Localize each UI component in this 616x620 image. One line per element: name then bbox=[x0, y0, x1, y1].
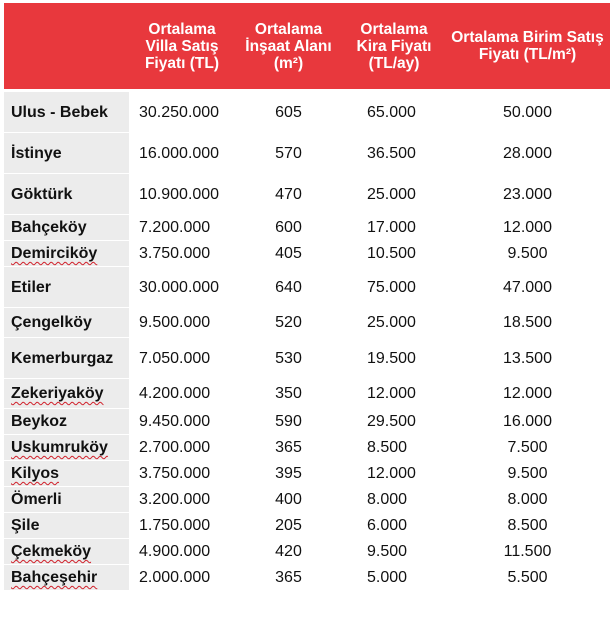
row-name: Etiler bbox=[4, 267, 130, 308]
row-price: 3.750.000 bbox=[130, 241, 234, 267]
row-name: Ömerli bbox=[4, 487, 130, 513]
row-name: Çengelköy bbox=[4, 308, 130, 338]
row-unit-price: 50.000 bbox=[445, 91, 610, 133]
row-area: 365 bbox=[234, 435, 343, 461]
table-header-row bbox=[4, 3, 610, 91]
row-area: 640 bbox=[234, 267, 343, 308]
table-row bbox=[4, 435, 610, 461]
row-unit-price: 7.500 bbox=[445, 435, 610, 461]
table-row bbox=[4, 133, 610, 174]
row-rent: 75.000 bbox=[343, 267, 445, 308]
row-name-text: Zekeriyaköy bbox=[11, 385, 104, 402]
row-rent: 12.000 bbox=[343, 379, 445, 409]
row-rent: 5.000 bbox=[343, 565, 445, 591]
row-area: 350 bbox=[234, 379, 343, 409]
row-price: 16.000.000 bbox=[130, 133, 234, 174]
row-name: Bahçeköy bbox=[4, 215, 130, 241]
table-row bbox=[4, 91, 610, 133]
row-price: 3.200.000 bbox=[130, 487, 234, 513]
row-area: 420 bbox=[234, 539, 343, 565]
row-unit-price: 28.000 bbox=[445, 133, 610, 174]
row-name bbox=[4, 241, 130, 267]
row-unit-price: 9.500 bbox=[445, 241, 610, 267]
row-name-text: Kilyos bbox=[11, 465, 60, 482]
table-row bbox=[4, 513, 610, 539]
row-name bbox=[4, 435, 130, 461]
header-unit-price: Ortalama Birim Satış Fiyatı (TL/m²) bbox=[445, 3, 610, 91]
row-price: 4.900.000 bbox=[130, 539, 234, 565]
row-rent: 25.000 bbox=[343, 174, 445, 215]
table-row bbox=[4, 267, 610, 308]
row-area: 470 bbox=[234, 174, 343, 215]
row-name: Göktürk bbox=[4, 174, 130, 215]
table-row bbox=[4, 409, 610, 435]
row-name-text: Bahçeşehir bbox=[11, 569, 98, 586]
row-price: 3.750.000 bbox=[130, 461, 234, 487]
row-name-text: Uskumruköy bbox=[11, 439, 108, 456]
row-unit-price: 23.000 bbox=[445, 174, 610, 215]
row-unit-price: 18.500 bbox=[445, 308, 610, 338]
row-area: 530 bbox=[234, 338, 343, 379]
row-name bbox=[4, 565, 130, 591]
row-price: 1.750.000 bbox=[130, 513, 234, 539]
row-name-text: Çekmeköy bbox=[11, 543, 92, 560]
table-row bbox=[4, 565, 610, 591]
row-unit-price: 47.000 bbox=[445, 267, 610, 308]
row-price: 30.000.000 bbox=[130, 267, 234, 308]
row-price: 10.900.000 bbox=[130, 174, 234, 215]
row-name: Ulus - Bebek bbox=[4, 91, 130, 133]
row-rent: 17.000 bbox=[343, 215, 445, 241]
row-unit-price: 12.000 bbox=[445, 215, 610, 241]
row-unit-price: 11.500 bbox=[445, 539, 610, 565]
row-unit-price: 8.500 bbox=[445, 513, 610, 539]
row-unit-price: 9.500 bbox=[445, 461, 610, 487]
row-price: 2.000.000 bbox=[130, 565, 234, 591]
row-rent: 9.500 bbox=[343, 539, 445, 565]
table-row bbox=[4, 461, 610, 487]
row-area: 365 bbox=[234, 565, 343, 591]
row-rent: 65.000 bbox=[343, 91, 445, 133]
row-area: 600 bbox=[234, 215, 343, 241]
header-villa-price: Ortalama Villa Satış Fiyatı (TL) bbox=[130, 3, 234, 91]
row-name: İstinye bbox=[4, 133, 130, 174]
row-rent: 6.000 bbox=[343, 513, 445, 539]
row-price: 30.250.000 bbox=[130, 91, 234, 133]
table-row bbox=[4, 241, 610, 267]
row-rent: 29.500 bbox=[343, 409, 445, 435]
row-unit-price: 8.000 bbox=[445, 487, 610, 513]
table-row bbox=[4, 338, 610, 379]
row-price: 7.050.000 bbox=[130, 338, 234, 379]
row-rent: 8.000 bbox=[343, 487, 445, 513]
row-unit-price: 16.000 bbox=[445, 409, 610, 435]
row-name bbox=[4, 539, 130, 565]
row-rent: 8.500 bbox=[343, 435, 445, 461]
row-area: 395 bbox=[234, 461, 343, 487]
row-area: 405 bbox=[234, 241, 343, 267]
header-rent-price: Ortalama Kira Fiyatı (TL/ay) bbox=[343, 3, 445, 91]
row-price: 9.450.000 bbox=[130, 409, 234, 435]
row-name: Şile bbox=[4, 513, 130, 539]
row-price: 2.700.000 bbox=[130, 435, 234, 461]
row-unit-price: 13.500 bbox=[445, 338, 610, 379]
row-name-text: Demirciköy bbox=[11, 245, 98, 262]
header-blank bbox=[4, 3, 130, 91]
row-name: Kemerburgaz bbox=[4, 338, 130, 379]
row-area: 605 bbox=[234, 91, 343, 133]
row-area: 590 bbox=[234, 409, 343, 435]
villa-price-table-container bbox=[4, 3, 610, 591]
table-row bbox=[4, 308, 610, 338]
row-rent: 25.000 bbox=[343, 308, 445, 338]
header-construction-area: Ortalama İnşaat Alanı (m²) bbox=[234, 3, 343, 91]
table-row bbox=[4, 379, 610, 409]
row-price: 7.200.000 bbox=[130, 215, 234, 241]
row-name bbox=[4, 379, 130, 409]
table-row bbox=[4, 487, 610, 513]
row-area: 520 bbox=[234, 308, 343, 338]
villa-price-table bbox=[4, 3, 610, 591]
row-name: Beykoz bbox=[4, 409, 130, 435]
row-price: 9.500.000 bbox=[130, 308, 234, 338]
table-row bbox=[4, 174, 610, 215]
row-rent: 10.500 bbox=[343, 241, 445, 267]
row-rent: 12.000 bbox=[343, 461, 445, 487]
row-rent: 36.500 bbox=[343, 133, 445, 174]
row-unit-price: 5.500 bbox=[445, 565, 610, 591]
row-area: 400 bbox=[234, 487, 343, 513]
row-area: 205 bbox=[234, 513, 343, 539]
row-price: 4.200.000 bbox=[130, 379, 234, 409]
row-unit-price: 12.000 bbox=[445, 379, 610, 409]
row-area: 570 bbox=[234, 133, 343, 174]
row-name bbox=[4, 461, 130, 487]
row-rent: 19.500 bbox=[343, 338, 445, 379]
table-row bbox=[4, 215, 610, 241]
table-row bbox=[4, 539, 610, 565]
